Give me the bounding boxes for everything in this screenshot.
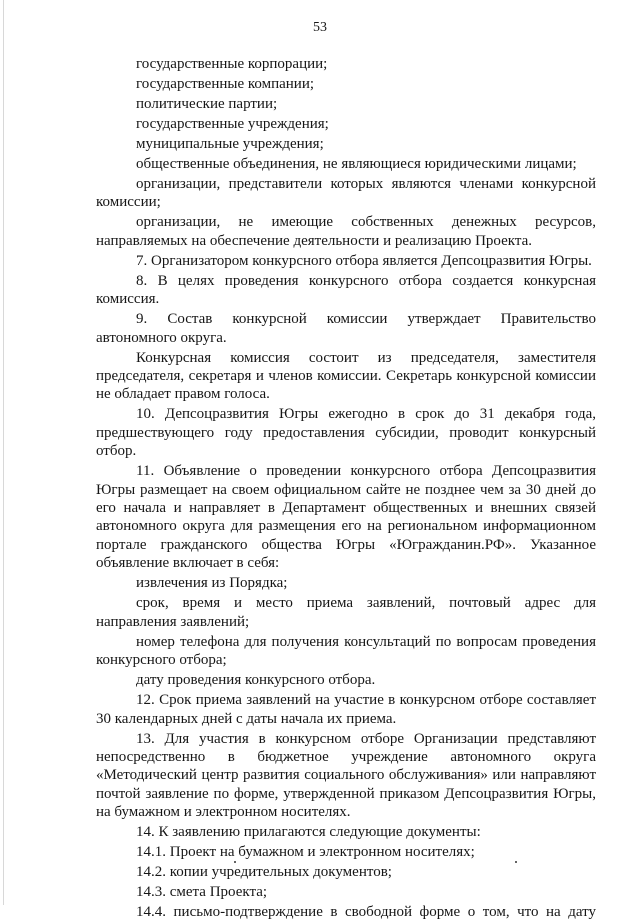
- paragraph: 14. К заявлению прилагаются следующие документы:: [136, 824, 481, 841]
- scan-edge-line: [3, 0, 4, 905]
- paragraph: 14.3. смета Проекта;: [136, 884, 268, 901]
- paragraph: 14.1. Проект на бумажном и электронном носителях;: [136, 844, 475, 861]
- paragraph: политические партии;: [136, 96, 278, 112]
- document-body: [96, 55, 596, 923]
- paragraph: срок, время и место приема заявлений, почтовый адрес для направления заявлений;: [96, 595, 596, 630]
- paragraph: организации, представители которых являются членами конкурсной комиссии;: [96, 176, 596, 211]
- paragraph: 7. Организатором конкурсного отбора является Депсоцразвития Югры.: [136, 252, 592, 269]
- paragraph: 8. В целях проведения конкурсного отбора создается конкурсная комиссия.: [96, 272, 596, 308]
- paragraph: номер телефона для получения консультаций по вопросам проведения конкурсного отбора;: [96, 633, 596, 669]
- page-number: 53: [313, 20, 327, 35]
- paragraph: 14.4. письмо-подтверждение в свободной форме о том, что на дату: [136, 904, 596, 921]
- paragraph: государственные учреждения;: [136, 116, 329, 132]
- paragraph: 12. Срок приема заявлений на участие в конкурсном отборе составляет 30 календарных дней с даты начала их приема.: [96, 692, 596, 727]
- paragraph: государственные корпорации;: [136, 56, 328, 72]
- scan-speck: [515, 861, 517, 863]
- paragraph: 14.2. копии учредительных документов;: [136, 864, 392, 881]
- scan-speck: [234, 861, 236, 863]
- paragraph: извлечения из Порядка;: [136, 575, 288, 592]
- paragraph: общественные объединения, не являющиеся юридическими лицами;: [136, 156, 577, 172]
- paragraph: дату проведения конкурсного отбора.: [136, 672, 376, 689]
- paragraph: 11. Объявление о проведении конкурсного отбора Депсоцразвития Югры размещает на своем официальном сайте не позднее чем за 30 дней до его начала и направляет в Департамент общественных и внешних связей автономного округа для размещения его на региональном информационном портале гражданского общества Югры «Югражданин.РФ». Указанное объявление включает в себя:: [96, 463, 596, 572]
- paragraph: 9. Состав конкурсной комиссии утверждает Правительство автономного округа.: [96, 311, 596, 346]
- paragraph: муниципальные учреждения;: [136, 136, 324, 152]
- paragraph: государственные компании;: [136, 76, 315, 92]
- paragraph: 10. Депсоцразвития Югры ежегодно в срок до 31 декабря года, предшествующего году предоставления субсидии, проводит конкурсный отбор.: [96, 406, 596, 460]
- paragraph: Конкурсная комиссия состоит из председателя, заместителя председателя, секретаря и членов комиссии. Секретарь конкурсной комиссии не обладает правом голоса.: [96, 349, 596, 403]
- paragraph: организации, не имеющие собственных денежных ресурсов, направляемых на обеспечение деятельности и реализацию Проекта.: [96, 214, 596, 249]
- paragraph: 13. Для участия в конкурсном отборе Организации представляют непосредственно в бюджетное учреждение автономного округа «Методический центр развития социального обслуживания» или направляют почтой заявление по форме, утвержденной приказом Депсоцразвития Югры, на бумажном и электронном носителях.: [96, 730, 596, 821]
